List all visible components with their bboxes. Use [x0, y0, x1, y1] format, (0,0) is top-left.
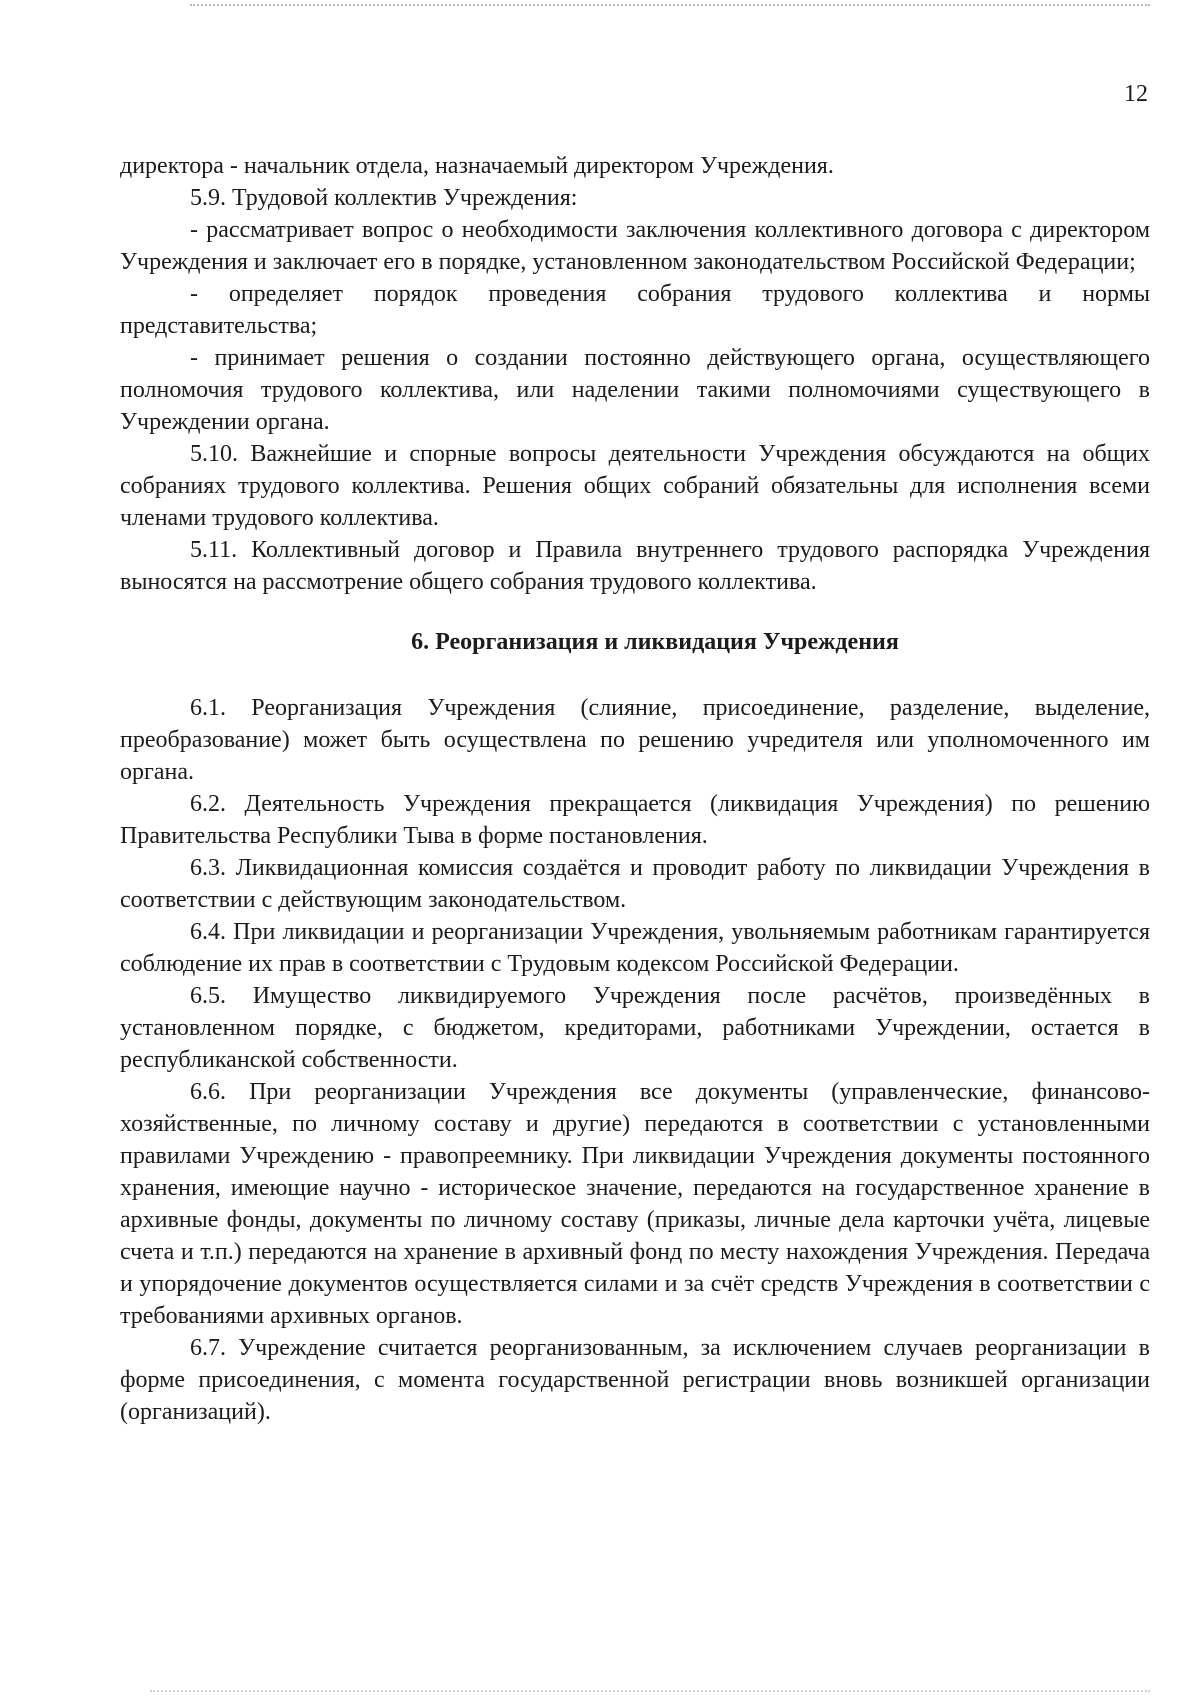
- paragraph-6-4: 6.4. При ликвидации и реорганизации Учреждения, увольняемым работникам гарантируется соблюдение их прав в соответствии с Трудовым кодексом Российской Федерации.: [120, 919, 1150, 977]
- paragraph-5-10: 5.10. Важнейшие и спорные вопросы деятельности Учреждения обсуждаются на общих собраниях трудового коллектива. Решения общих собраний обязательны для исполнения всеми членами трудового коллектива.: [120, 441, 1150, 531]
- section-heading: 6. Реорганизация и ликвидация Учреждения: [411, 629, 899, 655]
- list-item: - определяет порядок проведения собрания трудового коллектива и нормы представительства;: [120, 281, 1150, 339]
- paragraph-6-7: 6.7. Учреждение считается реорганизованным, за исключением случаев реорганизации в форме присоединения, с момента государственной регистрации вновь возникшей организации (организаций).: [120, 1335, 1150, 1425]
- list-item: - рассматривает вопрос о необходимости заключения коллективного договора с директором Учреждения и заключает его в порядке, установленном законодательством Российской Федерации;: [120, 217, 1150, 275]
- paragraph-5-9: 5.9. Трудовой коллектив Учреждения:: [190, 185, 578, 211]
- paragraph-5-11: 5.11. Коллективный договор и Правила внутреннего трудового распорядка Учреждения выносятся на рассмотрение общего собрания трудового коллектива.: [120, 537, 1150, 595]
- scan-artifact-bottom: [150, 1690, 1150, 1692]
- list-item: - принимает решения о создании постоянно действующего органа, осуществляющего полномочия трудового коллектива, или наделении такими полномочиями существующего в Учреждении органа.: [120, 345, 1150, 435]
- page-number: 12: [1124, 81, 1148, 107]
- paragraph-6-5: 6.5. Имущество ликвидируемого Учреждения после расчётов, произведённых в установленном порядке, с бюджетом, кредиторами, работниками Учреждении, остается в республиканской собственности.: [120, 983, 1150, 1073]
- paragraph-continuation: директора - начальник отдела, назначаемый директором Учреждения.: [120, 153, 834, 179]
- scan-artifact-top: [190, 4, 1150, 6]
- paragraph-6-2: 6.2. Деятельность Учреждения прекращается (ликвидация Учреждения) по решению Правительства Республики Тыва в форме постановления.: [120, 791, 1150, 849]
- paragraph-6-6: 6.6. При реорганизации Учреждения все документы (управленческие, финансово-хозяйственные, по личному составу и другие) передаются в соответствии с установленными правилами Учреждению - правопреемнику. При ликвидации Учреждения документы постоянного хранения, имеющие научно - историческое значение, передаются на государственное хранение в архивные фонды, документы по личному составу (приказы, личные дела карточки учёта, лицевые счета и т.п.) передаются на хранение в архивный фонд по месту нахождения Учреждения. Передача и упорядочение документов осуществляется силами и за счёт средств Учреждения в соответствии с требованиями архивных органов.: [120, 1079, 1150, 1329]
- document-body: [120, 150, 1150, 1428]
- paragraph-6-1: 6.1. Реорганизация Учреждения (слияние, присоединение, разделение, выделение, преобразование) может быть осуществлена по решению учредителя или уполномоченного им органа.: [120, 695, 1150, 785]
- paragraph-6-3: 6.3. Ликвидационная комиссия создаётся и проводит работу по ликвидации Учреждения в соответствии с действующим законодательством.: [120, 855, 1150, 913]
